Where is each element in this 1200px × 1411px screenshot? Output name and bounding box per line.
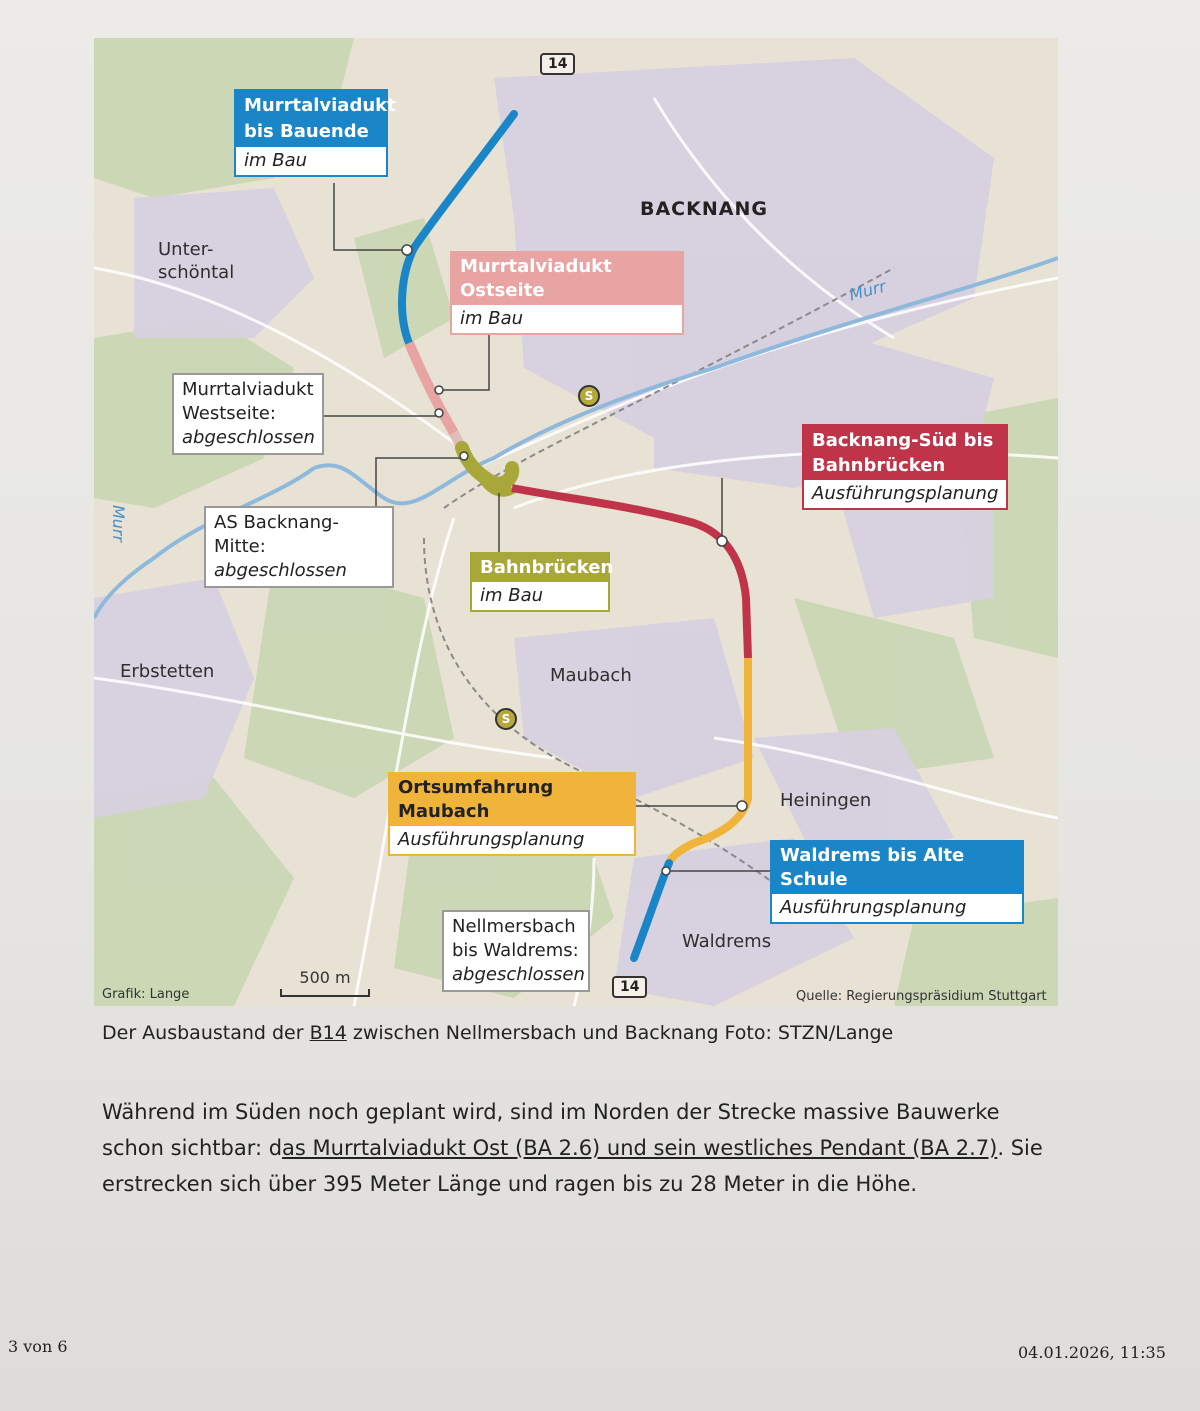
sbahn-station-backnang: S [578, 385, 600, 407]
place-heiningen: Heiningen [780, 790, 872, 811]
label-backnang-sued-head-2: Bahnbrücken [812, 455, 946, 476]
label-murrtal-bauende [234, 89, 396, 177]
caption-text-2: zwischen Nellmersbach und Backnang Foto: STZN/Lange [346, 1022, 894, 1044]
label-backnang-sued-status: Ausführungsplanung [812, 483, 999, 504]
page-number: 3 von 6 [8, 1337, 68, 1356]
label-murrtal-bauende-head-2: bis Bauende [244, 121, 369, 142]
scale-bar [280, 968, 370, 997]
label-murrtal-west-status: abgeschlossen [182, 427, 315, 448]
print-datetime: 04.01.2026, 11:35 [1018, 1343, 1166, 1362]
label-bahnbruecken-status: im Bau [480, 585, 544, 606]
label-nellmersbach [442, 910, 590, 992]
place-waldrems: Waldrems [682, 931, 772, 952]
label-waldrems-alte-schule [770, 840, 1024, 924]
credit-quelle: Quelle: Regierungspräsidium Stuttgart [796, 989, 1047, 1004]
label-murrtal-west-line-1: Murrtalviadukt [182, 379, 314, 400]
label-as-mitte-line-1: AS Backnang-Mitte: [214, 512, 339, 557]
label-nellmersbach-status: abgeschlossen [452, 964, 585, 985]
paragraph-murrtalviadukt-link[interactable]: as Murrtalviadukt Ost (BA 2.6) und sein westliches Pendant (BA 2.7) [282, 1136, 998, 1160]
scale-bar-label: 500 m [299, 968, 351, 987]
label-backnang-sued-head-1: Backnang-Süd bis [812, 430, 994, 451]
label-ortsumfahrung-head: Ortsumfahrung Maubach [390, 774, 634, 826]
label-waldrems-alte-schule-head: Waldrems bis Alte Schule [772, 842, 1022, 894]
credit-grafik: Grafik: Lange [102, 987, 190, 1002]
b14-shield-top: 14 [540, 53, 575, 75]
label-waldrems-alte-schule-status: Ausführungsplanung [780, 897, 967, 918]
label-bahnbruecken [470, 552, 614, 612]
label-murrtal-bauende-head-1: Murrtalviadukt [244, 95, 396, 116]
scale-bar-line [280, 989, 370, 997]
label-murrtal-west-line-2: Westseite: [182, 403, 276, 424]
label-ortsumfahrung-status: Ausführungsplanung [398, 829, 585, 850]
paragraph-line-2-end: . Sie [997, 1136, 1043, 1160]
label-nellmersbach-line-1: Nellmersbach [452, 916, 576, 937]
label-murrtal-ost-status: im Bau [460, 308, 524, 329]
sbahn-station-maubach: S [495, 708, 517, 730]
label-as-mitte-status: abgeschlossen [214, 560, 347, 581]
b14-shield-bottom: 14 [612, 976, 647, 998]
label-nellmersbach-line-2: bis Waldrems: [452, 940, 579, 961]
label-murrtal-ost-head: Murrtalviadukt Ostseite [452, 253, 682, 305]
place-erbstetten: Erbstetten [120, 661, 215, 682]
label-murrtal-ost [450, 251, 684, 335]
paragraph-line-1: Während im Süden noch geplant wird, sind im Norden der Strecke massive Bauwerke [102, 1100, 1000, 1124]
label-backnang-sued [802, 424, 1008, 510]
paragraph-line-2-start: schon sichtbar: d [102, 1136, 283, 1160]
river-murr-east: Murr [847, 276, 888, 305]
label-ortsumfahrung [388, 772, 636, 856]
route-map [94, 38, 1058, 1006]
label-as-mitte [204, 506, 394, 588]
place-unterschoental-line1: Unter- [158, 239, 214, 260]
paragraph-line-3: erstrecken sich über 395 Meter Länge und ragen bis zu 28 Meter in die Höhe. [102, 1172, 918, 1196]
place-unterschoental-line2: schöntal [158, 262, 235, 283]
map-caption [102, 1022, 893, 1044]
article-paragraph [102, 1094, 1062, 1202]
place-backnang: BACKNANG [640, 198, 768, 220]
river-murr-west: Murr [109, 504, 129, 543]
label-murrtal-bauende-status: im Bau [244, 150, 308, 171]
place-maubach: Maubach [550, 665, 632, 686]
label-bahnbruecken-head: Bahnbrücken [472, 554, 608, 582]
label-murrtal-west [172, 373, 324, 455]
caption-b14-link[interactable]: B14 [309, 1022, 347, 1044]
caption-text-1: Der Ausbaustand der [102, 1022, 310, 1044]
